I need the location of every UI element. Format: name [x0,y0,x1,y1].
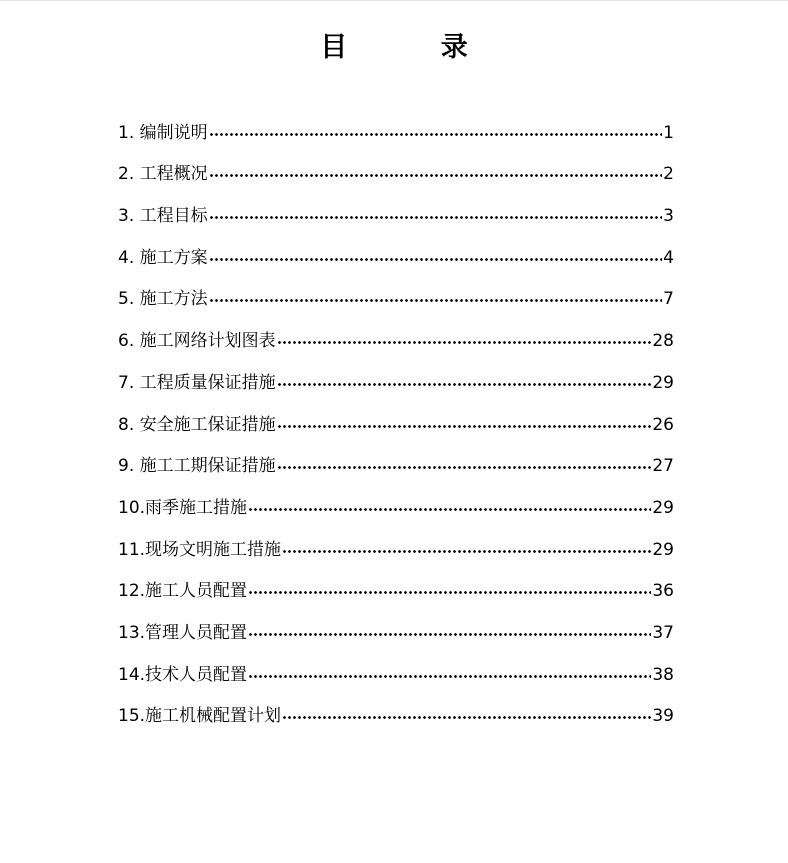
toc-entry-page: 2 [663,164,674,185]
toc-entry[interactable] [118,315,674,357]
toc-entry-label: 5. 施工方法 [118,289,208,310]
toc-entry-label: 4. 施工方案 [118,247,208,268]
toc-entry-label: 12.施工人员配置 [118,581,248,602]
toc-entry[interactable] [118,357,674,399]
toc-entry-label: 1. 编制说明 [118,122,208,143]
toc-entry-page: 28 [652,331,674,352]
toc-entry-page: 29 [652,497,674,518]
toc-entry-label: 8. 安全施工保证措施 [118,414,276,435]
toc-entry-label: 10.雨季施工措施 [118,497,248,518]
toc-entry[interactable] [118,691,674,733]
dot-leader [209,216,663,219]
toc-entry-page: 3 [663,206,674,227]
dot-leader [282,716,651,719]
dot-leader [277,383,652,386]
toc-entry-page: 29 [652,372,674,393]
toc-entry[interactable] [118,232,674,274]
toc-entry-label: 7. 工程质量保证措施 [118,372,276,393]
dot-leader [248,591,651,594]
dot-leader [209,258,663,261]
toc-entry[interactable] [118,482,674,524]
toc-entry[interactable] [118,399,674,441]
toc-entry-label: 15.施工机械配置计划 [118,706,282,727]
toc-entry-label: 6. 施工网络计划图表 [118,331,276,352]
toc-entry[interactable] [118,190,674,232]
toc-entry[interactable] [118,649,674,691]
toc-entry-page: 26 [652,414,674,435]
toc-entry-label: 11.现场文明施工措施 [118,539,282,560]
toc-entry-page: 29 [652,539,674,560]
toc-entry-page: 1 [663,122,674,143]
toc-entry[interactable] [118,274,674,316]
toc-entry-page: 7 [663,289,674,310]
dot-leader [282,550,651,553]
dot-leader [209,174,663,177]
toc-entry[interactable] [118,524,674,566]
toc-entry[interactable] [118,607,674,649]
dot-leader [277,341,652,344]
toc-entry-page: 4 [663,247,674,268]
toc-entry-page: 38 [652,664,674,685]
toc-entry-label: 14.技术人员配置 [118,664,248,685]
toc-entry-label: 3. 工程目标 [118,206,208,227]
dot-leader [248,508,651,511]
dot-leader [277,425,652,428]
toc-entry-page: 27 [652,456,674,477]
toc-entry[interactable] [118,149,674,191]
toc-entry-page: 37 [652,622,674,643]
page-title: 目 录 [320,32,510,63]
table-of-contents [118,107,674,732]
dot-leader [209,299,663,302]
toc-entry[interactable] [118,107,674,149]
toc-entry[interactable] [118,566,674,608]
dot-leader [277,466,652,469]
toc-entry-page: 36 [652,581,674,602]
toc-entry[interactable] [118,441,674,483]
toc-entry-label: 13.管理人员配置 [118,622,248,643]
dot-leader [209,133,663,136]
toc-entry-label: 2. 工程概况 [118,164,208,185]
toc-entry-page: 39 [652,706,674,727]
dot-leader [248,633,651,636]
toc-entry-label: 9. 施工工期保证措施 [118,456,276,477]
dot-leader [248,675,651,678]
